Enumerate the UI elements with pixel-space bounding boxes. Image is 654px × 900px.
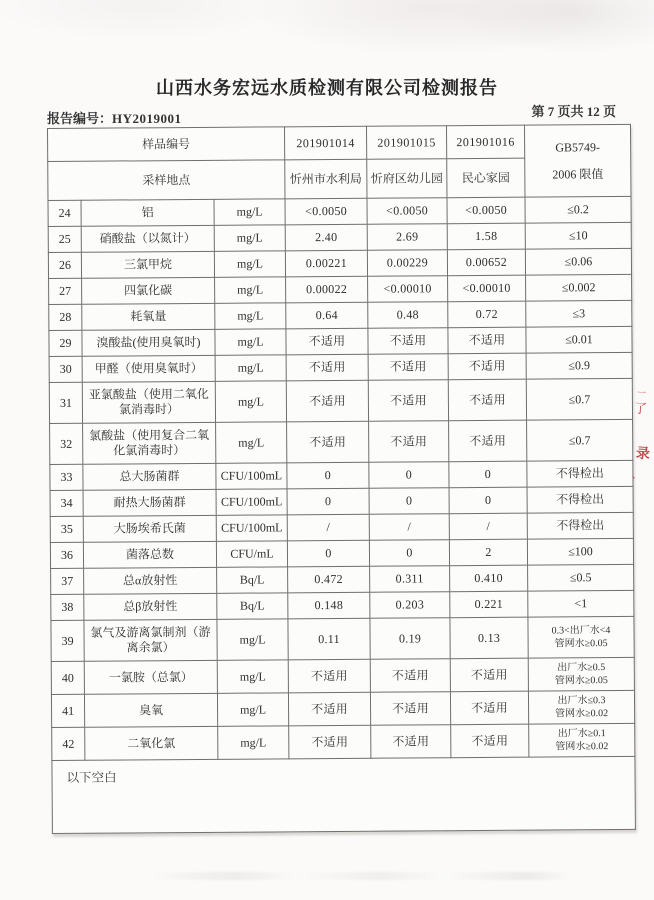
limit-cell	[525, 248, 631, 275]
unit-cell: mg/L	[218, 726, 289, 759]
value-cell-sample1: /	[287, 514, 369, 541]
table-row	[51, 590, 634, 620]
parameter-name-cell: 铝	[81, 199, 214, 226]
value-cell-sample2: 不适用	[370, 659, 450, 693]
row-number-cell: 27	[49, 278, 82, 304]
value-cell-sample3: <0.0050	[447, 197, 525, 224]
limit-line1: ≤10	[568, 228, 588, 243]
row-number-cell: 35	[50, 516, 83, 542]
sample-id-1: 201901014	[284, 126, 366, 160]
parameter-name-cell: 溴酸盐(使用臭氧时)	[82, 329, 215, 356]
parameter-name-cell: 耗氧量	[82, 303, 215, 330]
row-number-cell: 37	[51, 568, 84, 594]
limit-line1: ≤0.06	[564, 254, 593, 269]
unit-cell: mg/L	[217, 619, 288, 660]
value-cell-sample3: 不适用	[450, 691, 528, 725]
page-title: 山西水务宏远水质检测有限公司检测报告	[156, 78, 498, 98]
value-cell-sample2: 不适用	[368, 380, 448, 422]
report-number-value: HY2019001	[112, 111, 182, 126]
parameter-name-cell: 一氯胺（总氯）	[84, 660, 217, 694]
value-cell-sample2: 0.311	[370, 566, 450, 593]
value-cell-sample2: 不适用	[371, 725, 451, 759]
table-row	[50, 538, 633, 568]
table-row	[49, 378, 632, 423]
limit-line1: ≤3	[572, 306, 586, 321]
value-cell-sample3: <0.00010	[448, 275, 526, 302]
scan-smudge-artifact	[150, 872, 570, 880]
parameter-name-cell: 二氧化氯	[85, 726, 218, 760]
limit-cell	[525, 222, 631, 249]
sample-id-2: 201901015	[366, 126, 446, 160]
unit-cell: mg/L	[215, 303, 286, 329]
row-number-cell: 29	[49, 330, 82, 356]
limit-line2: 管网水≥0.02	[555, 741, 609, 753]
table-row	[51, 564, 634, 594]
limit-cell	[527, 460, 633, 487]
value-cell-sample2: 0	[369, 488, 449, 515]
unit-cell: mg/L	[215, 329, 286, 355]
table-row	[50, 460, 633, 490]
unit-cell: mg/L	[214, 251, 285, 277]
page-indicator: 第 7 页共 12 页	[531, 104, 616, 119]
blank-row	[52, 756, 635, 833]
limit-cell	[528, 690, 634, 724]
unit-cell: CFU/100mL	[216, 515, 287, 541]
value-cell-sample1: 0.148	[288, 592, 370, 619]
parameter-name-cell: 总β放射性	[84, 593, 217, 620]
limit-cell	[529, 723, 635, 757]
unit-cell: mg/L	[217, 693, 288, 726]
value-cell-sample3: 2	[449, 539, 527, 566]
unit-cell: mg/L	[217, 660, 288, 693]
value-cell-sample3: 不适用	[448, 327, 526, 354]
value-cell-sample1: 0.64	[286, 302, 368, 329]
value-cell-sample2: 0.19	[370, 618, 450, 660]
parameter-name-cell: 亚氯酸盐（使用二氧化氯消毒时）	[82, 381, 215, 423]
sample-id-3: 201901016	[446, 125, 524, 159]
limit-line1: ≤0.7	[568, 391, 591, 406]
table-row	[51, 616, 634, 661]
parameter-name-cell: 总大肠菌群	[83, 463, 216, 490]
red-stamp-fragment-3: 录	[635, 446, 651, 463]
row-number-cell: 40	[51, 661, 84, 694]
table-row	[50, 512, 633, 542]
value-cell-sample1: <0.0050	[285, 198, 367, 225]
unit-cell: Bq/L	[217, 567, 288, 593]
limit-cell	[527, 538, 633, 565]
row-number-cell: 33	[50, 464, 83, 490]
limit-cell	[526, 352, 632, 379]
limit-line1: 出厂水≥0.5	[557, 662, 606, 674]
table-row	[50, 486, 633, 516]
table-row	[52, 723, 635, 760]
value-cell-sample3: 0.410	[450, 565, 528, 592]
value-cell-sample2: 0.00229	[367, 250, 447, 277]
limit-cell	[528, 564, 634, 591]
table-row	[51, 657, 634, 694]
header-row-sample-ids	[48, 124, 631, 161]
value-cell-sample3: 0.72	[448, 301, 526, 328]
value-cell-sample1: 0.472	[288, 566, 370, 593]
limit-line2: 管网水≥0.02	[555, 708, 609, 720]
limit-standard-header	[524, 124, 631, 197]
parameter-name-cell: 菌落总数	[83, 541, 216, 568]
value-cell-sample2: 0.48	[368, 302, 448, 329]
value-cell-sample3: 0.00652	[447, 249, 525, 276]
table-row	[49, 300, 632, 330]
report-number-label: 报告编号：	[47, 111, 113, 126]
value-cell-sample1: 0	[287, 540, 369, 567]
limit-line1: ≤0.7	[568, 432, 591, 447]
table-row	[50, 419, 633, 464]
limit-cell	[526, 274, 632, 301]
limit-line1: 0.3<出厂水<4	[551, 625, 611, 637]
limit-cell	[526, 326, 632, 353]
value-cell-sample3: 0.13	[450, 617, 528, 659]
parameter-name-cell: 氯气及游离氯制剂（游离余氯）	[84, 619, 217, 661]
parameter-name-cell: 氯酸盐（使用复合二氧化氯消毒时）	[83, 422, 216, 464]
parameter-name-cell: 臭氧	[84, 693, 217, 727]
red-stamp-fragment-4: 、	[631, 469, 643, 482]
value-cell-sample2: 0	[369, 540, 449, 567]
unit-cell: mg/L	[215, 381, 286, 422]
sample-id-label-cell: 样品编号	[48, 127, 285, 162]
parameter-name-cell: 总α放射性	[84, 567, 217, 594]
value-cell-sample1: 不适用	[287, 421, 369, 463]
red-stamp-fragment-1: 一	[636, 387, 647, 399]
unit-cell: mg/L	[215, 277, 286, 303]
limit-line1: 出厂水≤0.3	[557, 695, 606, 707]
table-row	[48, 222, 631, 252]
unit-cell: mg/L	[216, 422, 287, 463]
value-cell-sample1: 不适用	[289, 725, 371, 759]
row-number-cell: 30	[49, 356, 82, 382]
row-number-cell: 28	[49, 304, 82, 330]
limit-line1: <1	[574, 596, 588, 611]
value-cell-sample1: 0.11	[288, 618, 370, 660]
row-number-cell: 32	[50, 423, 83, 464]
value-cell-sample1: 0	[287, 488, 369, 515]
limit-line2: 管网水≥0.05	[554, 675, 608, 687]
limit-line1: 出厂水≥0.1	[557, 728, 606, 740]
unit-cell: mg/L	[214, 225, 285, 251]
value-cell-sample3: 不适用	[450, 658, 528, 692]
row-number-cell: 24	[48, 200, 81, 226]
value-cell-sample3: 0	[449, 487, 527, 514]
limit-line1: ≤100	[568, 544, 593, 559]
parameter-name-cell: 三氯甲烷	[81, 251, 214, 278]
parameter-name-cell: 耐热大肠菌群	[83, 489, 216, 516]
limit-line1: ≤0.5	[569, 570, 592, 585]
row-number-cell: 34	[50, 490, 83, 516]
value-cell-sample1: 2.40	[285, 224, 367, 251]
unit-cell: mg/L	[214, 199, 285, 225]
parameter-name-cell: 硝酸盐（以氮计）	[81, 225, 214, 252]
unit-cell: CFU/100mL	[216, 489, 287, 515]
value-cell-sample2: /	[369, 514, 449, 541]
value-cell-sample2: 2.69	[367, 224, 447, 251]
row-number-cell: 41	[51, 694, 84, 727]
limit-standard-line1: GB5749-	[555, 139, 601, 154]
limit-line1: ≤0.002	[561, 280, 596, 295]
limit-line1: 不得检出	[555, 466, 604, 481]
limit-cell	[528, 590, 634, 617]
limit-line1: ≤0.2	[567, 202, 589, 217]
site-1: 忻州市水利局	[285, 159, 367, 199]
value-cell-sample1: 不适用	[288, 659, 370, 693]
value-cell-sample3: 不适用	[448, 379, 526, 421]
limit-line1: 不得检出	[556, 518, 605, 533]
report-number	[47, 108, 182, 127]
value-cell-sample2: 0.203	[370, 592, 450, 619]
unit-cell: Bq/L	[217, 593, 288, 619]
value-cell-sample3: 不适用	[448, 353, 526, 380]
value-cell-sample2: 不适用	[368, 354, 448, 381]
blank-note-cell: 以下空白	[52, 756, 635, 833]
value-cell-sample3: /	[449, 513, 527, 540]
limit-cell	[526, 378, 632, 420]
value-cell-sample1: 0.00022	[286, 276, 368, 303]
limit-line1: 不得检出	[556, 492, 605, 507]
row-number-cell: 38	[51, 594, 84, 620]
value-cell-sample1: 0.00221	[285, 250, 367, 277]
limit-standard-line2: 2006 限值	[552, 166, 604, 181]
value-cell-sample2: 不适用	[368, 328, 448, 355]
value-cell-sample3: 0	[449, 461, 527, 488]
limit-line1: ≤0.9	[568, 358, 591, 373]
table-row	[51, 690, 634, 727]
limit-line2: 管网水≥0.05	[554, 638, 608, 650]
parameter-name-cell: 四氯化碳	[82, 277, 215, 304]
limit-cell	[528, 657, 634, 691]
limit-cell	[527, 512, 633, 539]
value-cell-sample1: 不适用	[286, 328, 368, 355]
value-cell-sample1: 不适用	[286, 380, 368, 422]
unit-cell: mg/L	[215, 355, 286, 381]
value-cell-sample1: 不适用	[286, 354, 368, 381]
row-number-cell: 42	[52, 727, 85, 760]
red-stamp-fragment-2: 了	[633, 400, 648, 417]
parameter-name-cell: 大肠埃希氏菌	[83, 515, 216, 542]
value-cell-sample2: 0	[369, 462, 449, 489]
value-cell-sample1: 不适用	[288, 692, 370, 726]
limit-cell	[528, 616, 634, 658]
sampling-site-label-cell: 采样地点	[48, 160, 285, 201]
value-cell-sample3: 0.221	[450, 591, 528, 618]
row-number-cell: 39	[51, 620, 84, 661]
value-cell-sample3: 不适用	[451, 724, 529, 758]
limit-cell	[525, 196, 631, 223]
table-row	[49, 274, 632, 304]
row-number-cell: 25	[48, 226, 81, 252]
value-cell-sample3: 不适用	[449, 420, 527, 462]
value-cell-sample2: 不适用	[369, 421, 449, 463]
limit-line1: ≤0.01	[565, 332, 593, 347]
value-cell-sample1: 0	[287, 462, 369, 489]
table-row	[48, 196, 631, 226]
row-number-cell: 26	[48, 252, 81, 278]
value-cell-sample3: 1.58	[447, 223, 525, 250]
value-cell-sample2: <0.00010	[368, 276, 448, 303]
value-cell-sample2: <0.0050	[367, 198, 447, 225]
parameter-name-cell: 甲醛（使用臭氧时）	[82, 355, 215, 382]
row-number-cell: 31	[49, 382, 82, 423]
limit-cell	[527, 486, 633, 513]
site-2: 忻府区幼儿园	[367, 159, 447, 199]
table-row	[48, 248, 631, 278]
limit-cell	[526, 300, 632, 327]
limit-cell	[527, 419, 633, 461]
table-row	[49, 352, 632, 382]
value-cell-sample2: 不适用	[370, 692, 450, 726]
unit-cell: CFU/mL	[216, 541, 287, 567]
results-table	[47, 124, 636, 834]
table-row	[49, 326, 632, 356]
site-3: 民心家园	[447, 158, 525, 198]
unit-cell: CFU/100mL	[216, 463, 287, 489]
row-number-cell: 36	[50, 542, 83, 568]
